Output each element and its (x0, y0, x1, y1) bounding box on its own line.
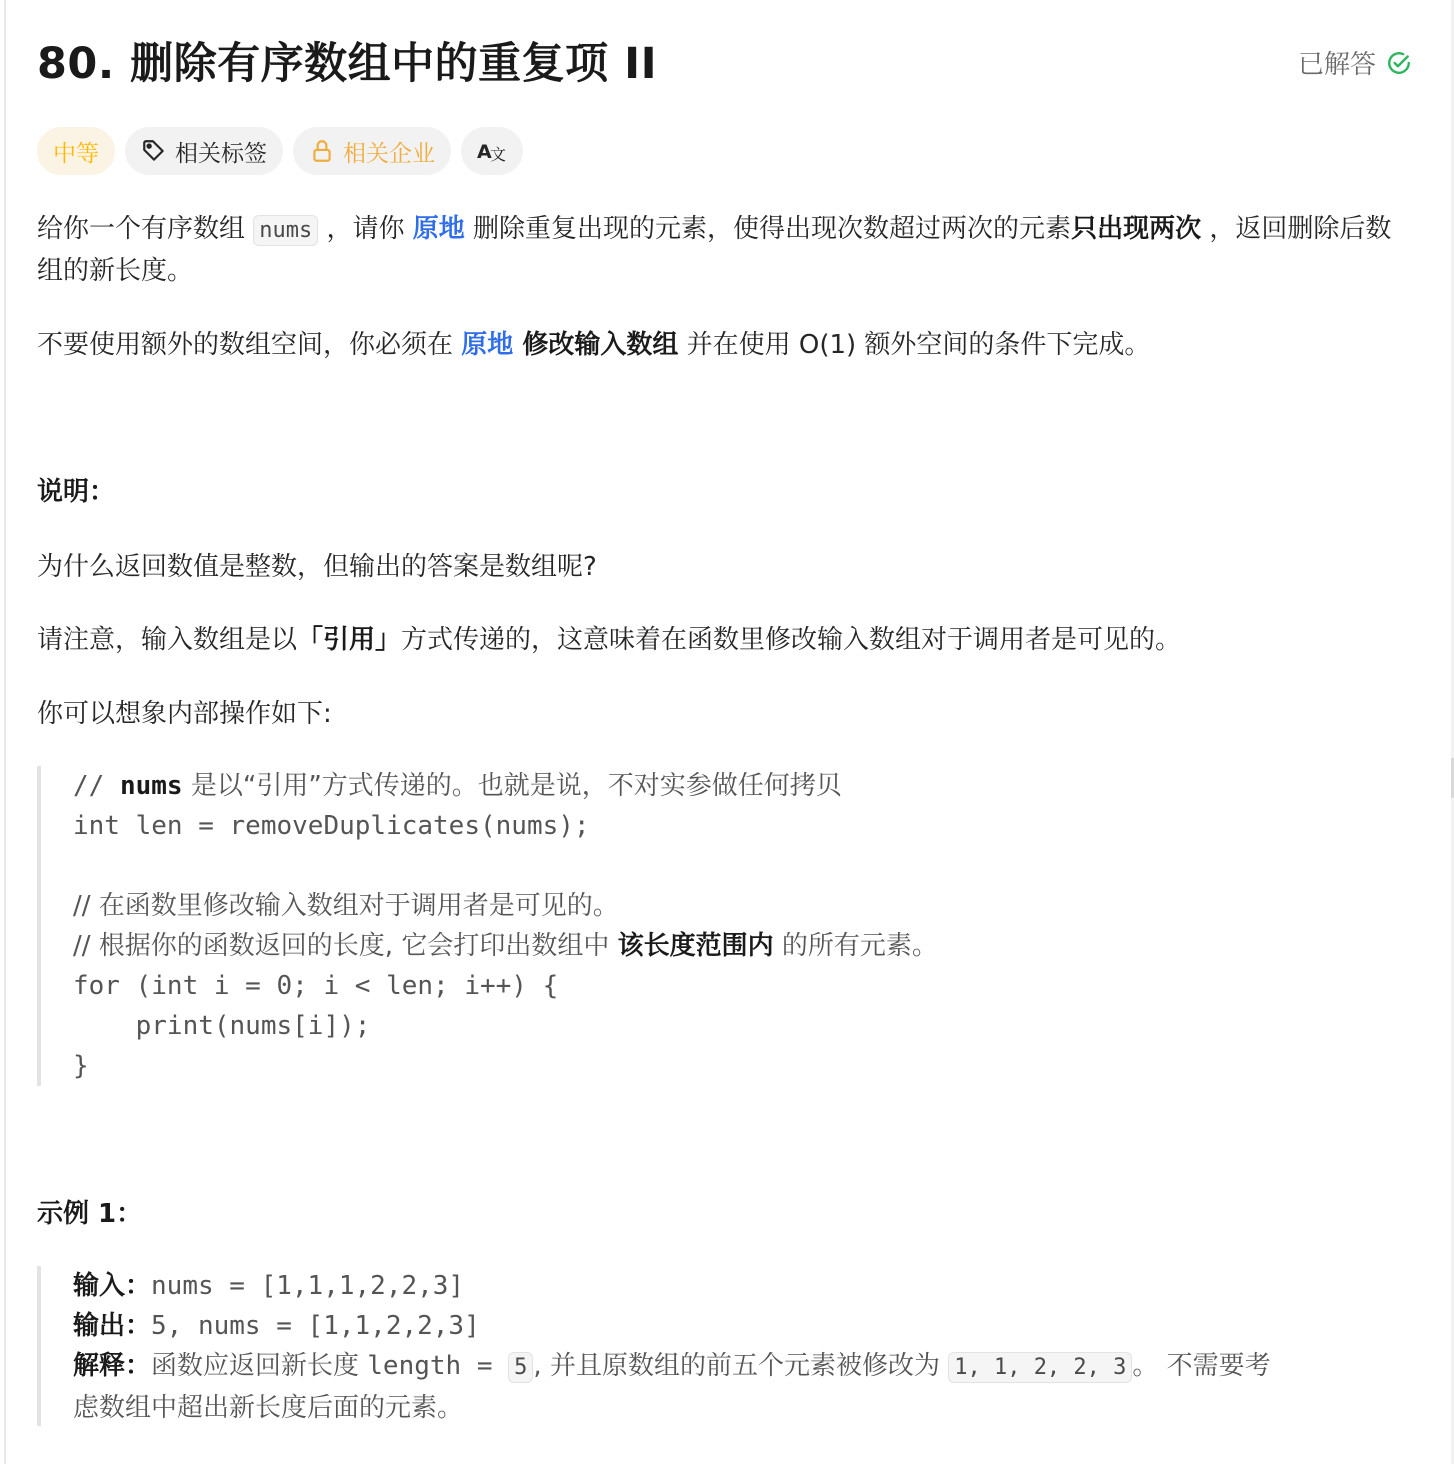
example-explanation-cont: 虑数组中超出新长度后面的元素。 (73, 1393, 464, 1423)
explanation-note: 请注意，输入数组是以「引用」方式传递的，这意味着在函数里修改输入数组对于调用者是可见的。 (37, 625, 1182, 655)
companies-tag-button[interactable] (293, 127, 451, 175)
code-line-6: for (int i = 0; i < len; i++) { (73, 971, 559, 1001)
inline-code-nums: nums (253, 215, 318, 246)
code-line-5: // 根据你的函数返回的长度, 它会打印出数组中 该长度范围内 的所有元素。 (73, 931, 938, 961)
translate-icon (477, 139, 507, 163)
example-output: 输出：5, nums = [1,1,2,2,3] (73, 1311, 480, 1341)
highlight-in-place: 原地 (412, 214, 465, 244)
left-border (4, 0, 6, 1464)
difficulty-badge[interactable] (37, 127, 115, 175)
example-explanation: 解释：函数应返回新长度 length = 5 , 并且原数组的前五个元素被修改为 1, 1, 2, 2, 3 。 不需要考 (73, 1351, 1271, 1381)
description-paragraph-1: 给你一个有序数组 nums ，请你 原地 删除重复出现的元素，使得出现次数超过两次的元素只出现两次 ，返回删除后数组的新长度。 (37, 214, 1392, 286)
explanation-imagine: 你可以想象内部操作如下: (37, 699, 332, 729)
code-line-8: } (73, 1051, 89, 1081)
svg-text:A: A (477, 141, 492, 163)
highlight-in-place-2: 原地 (461, 330, 514, 360)
tag-icon (141, 138, 167, 164)
topics-label: 相关标签 (175, 140, 267, 167)
translate-button[interactable] (461, 127, 523, 175)
description-paragraph-2: 不要使用额外的数组空间，你必须在 原地 修改输入数组 并在使用 O(1) 额外空间的条件下完成。 (37, 330, 1151, 360)
code-line-1: // nums 是以“引用”方式传递的。也就是说，不对实参做任何拷贝 (73, 771, 842, 801)
svg-text:文: 文 (490, 145, 507, 163)
code-line-2: int len = removeDuplicates(nums); (73, 811, 590, 841)
explanation-heading: 说明： (37, 477, 116, 507)
difficulty-label: 中等 (53, 140, 99, 167)
solved-label: 已解答 (1297, 50, 1376, 80)
check-circle-icon (1386, 50, 1412, 76)
explanation-question: 为什么返回数值是整数，但输出的答案是数组呢? (37, 552, 597, 582)
code-line-blank (73, 846, 938, 886)
code-line-4: // 在函数里修改输入数组对于调用者是可见的。 (73, 891, 619, 921)
solved-status (1298, 44, 1412, 81)
code-block (37, 766, 938, 1086)
code-line-7: print(nums[i]); (73, 1011, 371, 1041)
tag-row (37, 127, 523, 175)
topics-tag-button[interactable] (125, 127, 283, 175)
example-input: 输入：nums = [1,1,1,2,2,3] (73, 1271, 465, 1301)
inline-code-array: 1, 1, 2, 2, 3 (948, 1352, 1132, 1383)
companies-label: 相关企业 (343, 140, 435, 167)
example-1-heading: 示例 1： (37, 1199, 143, 1229)
example-1-block (37, 1266, 1271, 1426)
problem-title: 80. 删除有序数组中的重复项 II (37, 39, 658, 89)
lock-icon (309, 138, 335, 164)
inline-code-5: 5 (508, 1352, 533, 1383)
